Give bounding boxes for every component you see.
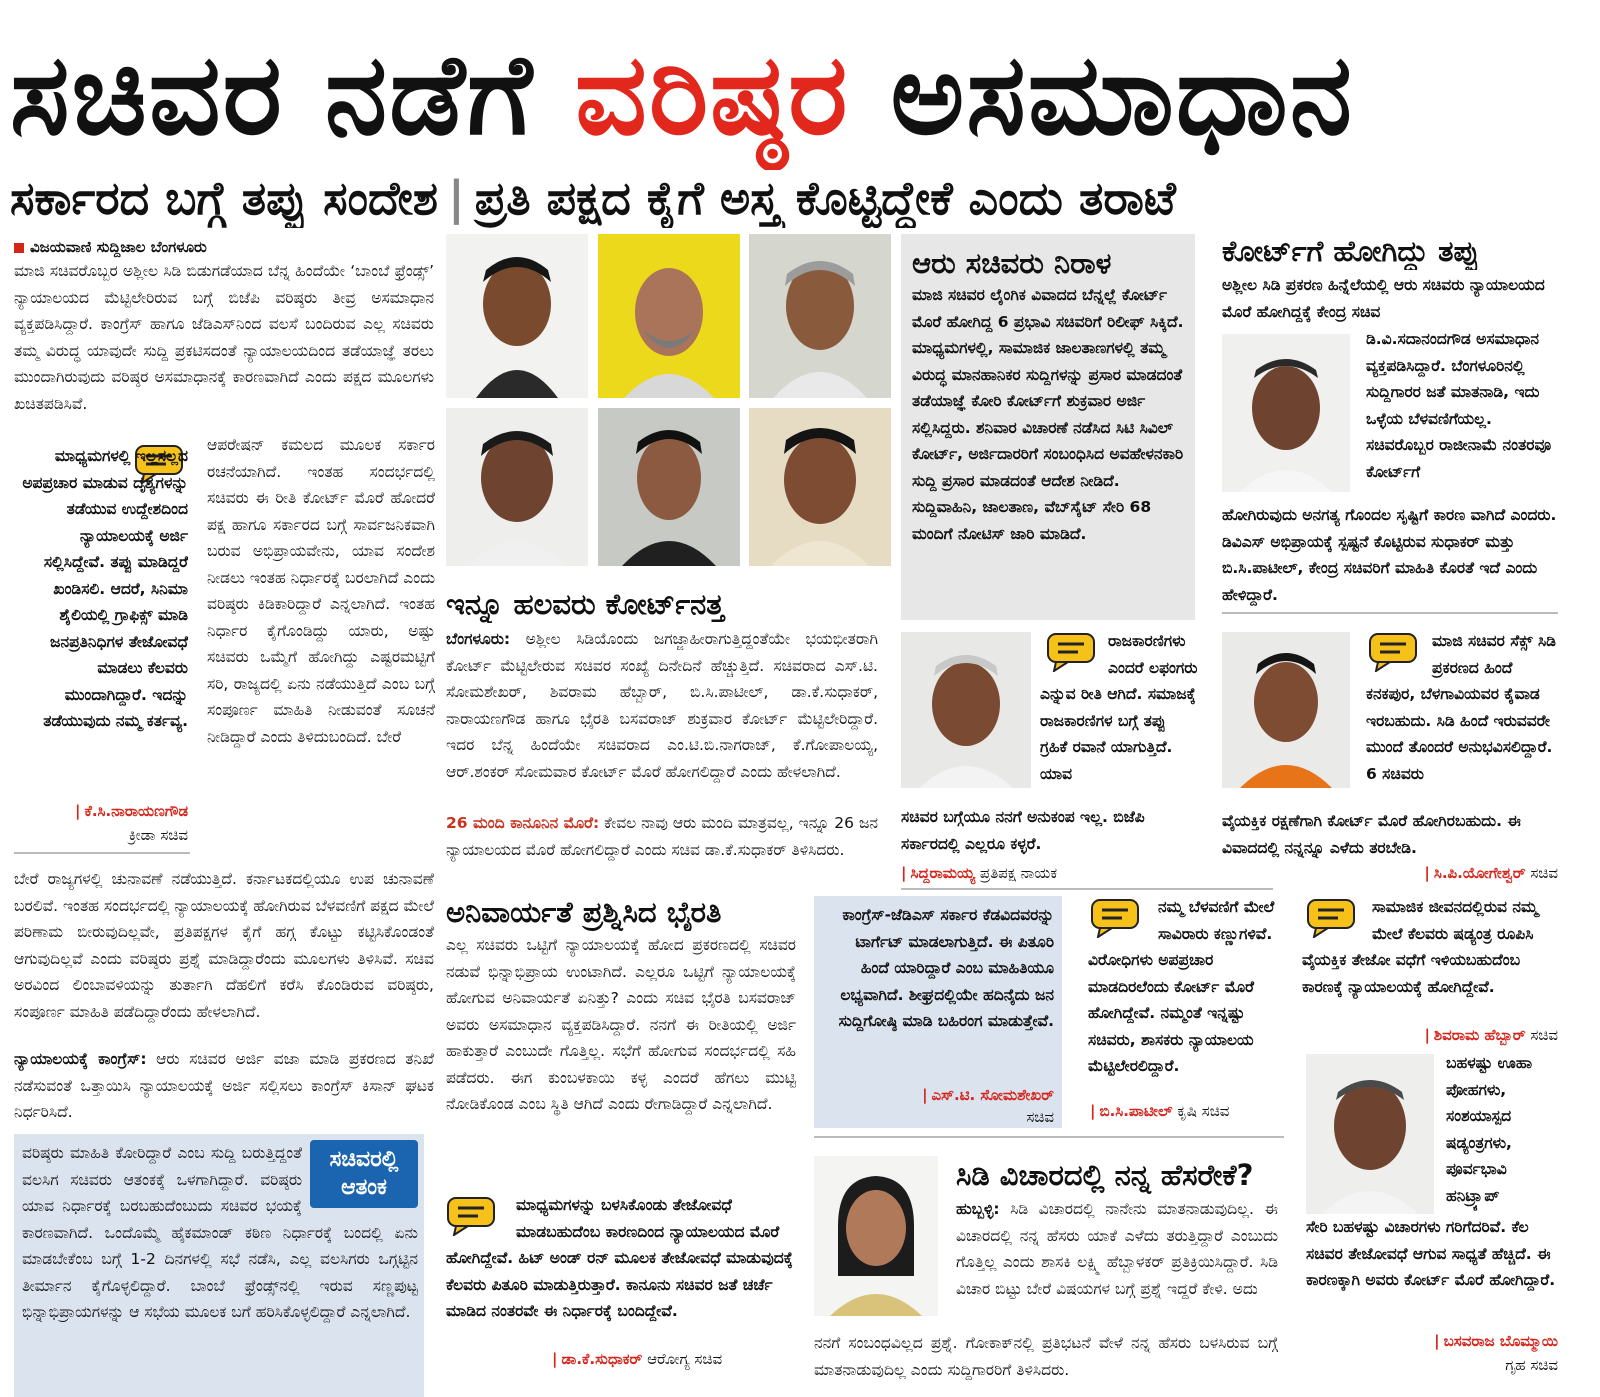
quote-siddaramaiah-2: ಸಚಿವರ ಬಗ್ಗೆಯೂ ನನಗೆ ಅನುಕಂಪ ಇಲ್ಲ. ಬಿಜೆಪಿ ಸರ್ಕಾರದಲ್ಲಿ ಎಲ್ಲರೂ ಕಳ್ಳರೆ. [901,808,1145,853]
aaru-title: ಆರು ಸಚಿವರು ನಿರಾಳ [912,246,1112,280]
signature-role: ಕ್ರೀಡಾ ಸಚಿವ [128,826,188,844]
signature-role: ಆರೋಗ್ಯ ಸಚಿವ [647,1350,723,1368]
main-intro: ಮಾಜಿ ಸಚಿವರೊಬ್ಬರ ಅಶ್ಲೀಲ ಸಿಡಿ ಬಿಡುಗಡೆಯಾದ ಬೆನ್ನ ಹಿಂದೆಯೇ ‘ಬಾಂಬೆ ಫ್ರೆಂಡ್ಸ್’ ನ್ಯಾಯಾಲಯದ ಮೆಟ್ಟಿಲೇರಿರುವ ಬಗ್ಗೆ ಬಿಜೆಪಿ ವರಿಷ್ಠರು ತೀವ್ರ ಅಸಮಾಧಾನ ವ್ಯಕ್ತಪಡಿಸಿದ್ದಾರೆ. ಕಾಂಗ್ರೆಸ್ ಹಾಗೂ ಜೆಡಿಎಸ್‌ನಿಂದ ವಲಸೆ ಬಂದಿರುವ ಎಲ್ಲ ಸಚಿವರು ತಮ್ಮ ವಿರುದ್ಧ ಯಾವುದೇ ಸುದ್ದಿ ಪ್ರಕಟಿಸದಂತೆ ನ್ಯಾಯಾಲಯದಿಂದ ತಡೆಯಾಜ್ಞೆ ತರಲು ಮುಂದಾಗಿರುವುದು ವರಿಷ್ಠರ ಅಸಮಾಧಾನಕ್ಕೆ ಕಾರಣವಾಗಿದೆ ಎಂದು ಪಕ್ಷದ ಮೂಲಗಳು ಖಚಿತಪಡಿಸಿವೆ. [14,262,434,413]
byline-text: ವಿಜಯವಾಣಿ ಸುದ್ದಿಜಾಲ ಬೆಂಗಳೂರು [30,238,207,256]
signature-bommai: | ಬಸವರಾಜ ಬೊಮ್ಮಾಯಿ [1434,1332,1558,1350]
court-title: ಕೋರ್ಟ್‌ಗೆ ಹೋಗಿದ್ದು ತಪ್ಪು [1222,234,1480,268]
signature-name: ಸಿದ್ದರಾಮಯ್ಯ [910,864,976,882]
main-continued: ಬೇರೆ ರಾಜ್ಯಗಳಲ್ಲಿ ಚುನಾವಣೆ ನಡೆಯುತ್ತಿದೆ. ಕರ್ನಾಟಕದಲ್ಲಿಯೂ ಉಪ ಚುನಾವಣೆ ಬರಲಿವೆ. ಇಂತಹ ಸಂದರ್ಭದಲ್ಲಿ ನ್ಯಾಯಾಲಯಕ್ಕೆ ಹೋಗಿರುವ ಬೆಳವಣಿಗೆ ಪಕ್ಷದ ಮೇಲೆ ಪರಿಣಾಮ ಬೀರುವುದಿಲ್ಲವೇ, ಪ್ರತಿಪಕ್ಷಗಳ ಕೈಗೆ ಹಗ್ಗ ಕೊಟ್ಟು ಕಟ್ಟಿಸಿಕೊಂಡಂತೆ ಆಗುವುದಿಲ್ಲವೆ ಎಂದು ವರಿಷ್ಠರು ಪ್ರಶ್ನೆ ಮಾಡಿದ್ದಾರೆಂದು ಮೂಲಗಳು ತಿಳಿಸಿವೆ. ಸಚಿವ ಅರವಿಂದ ಲಿಂಬಾವಳಿಯನ್ನು ತುರ್ತಾಗಿ ದೆಹಲಿಗೆ ಕರೆಸಿ ಕೊಂಡಿರುವ ವರಿಷ್ಠರು, ಸಂಪೂರ್ಣ ಮಾಹಿತಿ ಪಡೆದಿದ್ದಾರೆಂದು ಹೇಳಲಾಗಿದೆ. [14,870,434,1021]
signature-name: ಬಸವರಾಜ ಬೊಮ್ಮಾಯಿ [1443,1332,1558,1350]
divider [814,1136,1284,1138]
subhead-right: ಪ್ರತಿ ಪಕ್ಷದ ಕೈಗೆ ಅಸ್ತ್ರ ಕೊಟ್ಟಿದ್ದೇಕೆ ಎಂದು ತರಾಟೆ [474,171,1176,225]
headline-part3: ಅಸಮಾಧಾನ [849,30,1354,160]
quote-bommai-1: ಬಹಳಷ್ಟು ಊಹಾ ಪೋಹಗಳು, ಸಂಶಯಾಸ್ಪದ ಷಡ್ಯಂತ್ರಗಳು, ಪೂರ್ವಭಾವಿ ಹನಿಟ್ರ್ಯಾಪ್ [1446,1054,1533,1205]
congress-text: ಆರು ಸಚಿವರ ಅರ್ಜಿ ವಜಾ ಮಾಡಿ ಪ್ರಕರಣದ ತನಿಖೆ ನಡೆಸುವಂತೆ ಒತ್ತಾಯಿಸಿ ನ್ಯಾಯಾಲಯಕ್ಕೆ ಅರ್ಜಿ ಸಲ್ಲಿಸಲು ಕಾಂಗ್ರೆಸ್ ಕಿಸಾನ್ ಘಟಕ ನಿರ್ಧರಿಸಿದೆ. [14,1050,434,1121]
atanka-float [302,1140,418,1210]
signature-role: ಸಚಿವ [1026,1108,1054,1126]
photo-minister-2 [598,234,740,398]
hebbalkar-lead: ಹುಬ್ಬಳ್ಳಿ: [956,1200,1000,1218]
divider [14,852,190,854]
innu-body2: ಕೇವಲ ನಾವು ಆರು ಮಂದಿ ಮಾತ್ರವಲ್ಲ, ಇನ್ನೂ 26 ಜನ ನ್ಯಾಯಾಲಯದ ಮೊರೆ ಹೋಗಲಿದ್ದಾರೆ ಎಂದು ಸಚಿವ ಡಾ.ಕೆ.ಸುಧಾಕರ್ ತಿಳಿಸಿದರು. [446,814,878,859]
quote-siddaramaiah [1040,628,1198,802]
court-text1: ಅಶ್ಲೀಲ ಸಿಡಿ ಪ್ರಕರಣ ಹಿನ್ನೆಲೆಯಲ್ಲಿ ಆರು ಸಚಿವರು ನ್ಯಾಯಾಲಯದ ಮೊರೆ ಹೋಗಿದ್ದಕ್ಕೆ ಕೇಂದ್ರ ಸಚಿವ [1222,276,1545,321]
quote-yogeshwar-float [1366,628,1432,674]
main-congress [14,1046,434,1126]
innu-lead: ಬೆಂಗಳೂರು: [446,630,511,648]
signature-somashekar: | ಎಸ್.ಟಿ. ಸೋಮಶೇಖರ್ [922,1086,1054,1104]
signature-role: ಪ್ರತಿಪಕ್ಷ ನಾಯಕ [979,864,1058,882]
quote-hebbar-float [1302,894,1372,940]
innu-body: ಅಶ್ಲೀಲ ಸಿಡಿಯೊಂದು ಜಗಜ್ಜಾಹೀರಾಗುತ್ತಿದ್ದಂತೆಯೇ ಭಯಭೀತರಾಗಿ ಕೋರ್ಟ್ ಮೆಟ್ಟಿಲೇರುವ ಸಚಿವರ ಸಂಖ್ಯೆ ದಿನೇದಿನೆ ಹೆಚ್ಚುತ್ತಿದೆ. ಸಚಿವರಾದ ಎಸ್.ಟಿ. ಸೋಮಶೇಖರ್, ಶಿವರಾಮ ಹೆಬ್ಬಾರ್, ಬಿ.ಸಿ.ಪಾಟೀಲ್, ಡಾ.ಕೆ.ಸುಧಾಕರ್, ನಾರಾಯಣಗೌಡ ಹಾಗೂ ಭೈರತಿ ಬಸವರಾಜ್ ಶುಕ್ರವಾರ ಕೋರ್ಟ್ ಮೆಟ್ಟಿಲೇರಿದ್ದಾರೆ. ಇದರ ಬೆನ್ನ ಹಿಂದೆಯೇ ಸಚಿವರಾದ ಎಂ.ಟಿ.ಬಿ.ನಾಗರಾಜ್, ಕೆ.ಗೋಪಾಲಯ್ಯ, ಆರ್.ಶಂಕರ್ ಸೋಮವಾರ ಕೋರ್ಟ್ ಮೊರೆ ಹೋಗಲಿದ್ದಾರೆ ಎಂದು ಹೇಳಲಾಗಿದೆ. [446,630,878,781]
atanka-text [22,1140,418,1395]
photo-siddaramaiah [901,632,1031,788]
photo-minister-3 [749,234,891,398]
congress-lead: ನ್ಯಾಯಾಲಯಕ್ಕೆ ಕಾಂಗ್ರೆಸ್: [14,1050,147,1068]
signature-name: ಬಿ.ಸಿ.ಪಾಟೀಲ್ [1099,1102,1173,1120]
hebbalkar-body: ಸಿಡಿ ವಿಚಾರದಲ್ಲಿ ನಾನೇನು ಮಾತನಾಡುವುದಿಲ್ಲ. ಈ ವಿಚಾರದಲ್ಲಿ ನನ್ನ ಹೆಸರು ಯಾಕೆ ಎಳೆದು ತರುತ್ತಿದ್ದಾರೆ ಎಂಬುದು ಗೊತ್ತಿಲ್ಲ ಎಂದು ಶಾಸಕಿ ಲಕ್ಷ್ಮಿ ಹೆಬ್ಬಾಳಕರ್ ಪ್ರತಿಕ್ರಿಯಿಸಿದ್ದಾರೆ. ಸಿಡಿ ವಿಚಾರ ಬಿಟ್ಟು ಬೇರೆ ವಿಷಯಗಳ ಬಗ್ಗೆ ಪ್ರಶ್ನೆ ಇದ್ದರೆ ಕೇಳಿ. ಅದು [956,1200,1278,1298]
byline [14,237,434,257]
divider [901,888,1273,890]
signature-siddaramaiah: | ಸಿದ್ದರಾಮಯ್ಯ ಪ್ರತಿಪಕ್ಷ ನಾಯಕ [901,864,1058,882]
photo-minister-1 [446,234,588,398]
quote-narayanagowda: ಮಾಧ್ಯಮಗಳಲ್ಲಿ ಇಲ್ಲಸಲ್ಲದ ಅಪಪ್ರಚಾರ ಮಾಡುವ ದೃಶ್ಯಗಳನ್ನು ತಡೆಯುವ ಉದ್ದೇಶದಿಂದ ನ್ಯಾಯಾಲಯಕ್ಕೆ ಅರ್ಜಿ ಸಲ್ಲಿಸಿದ್ದೇವೆ. ತಪ್ಪು ಮಾಡಿದ್ದರೆ ಖಂಡಿಸಲಿ. ಆದರೆ, ಸಿನಿಮಾ ಶೈಲಿಯಲ್ಲಿ ಗ್ರಾಫಿಕ್ಸ್ ಮಾಡಿ ಜನಪ್ರತಿನಿಧಿಗಳ ತೇಜೋವಧೆ ಮಾಡಲು ಕೆಲವರು ಮುಂದಾಗಿದ್ದಾರೆ. ಇದನ್ನು ತಡೆಯುವುದು ನಮ್ಮ ಕರ್ತವ್ಯ. [22,447,188,730]
hebbalkar-title: ಸಿಡಿ ವಿಚಾರದಲ್ಲಿ ನನ್ನ ಹೆಸರೇಕೆ? [956,1158,1254,1192]
signature-name: ಸಿ.ಪಿ.ಯೋಗೇಶ್ವರ್ [1433,864,1526,882]
quote-yogeshwar-2: ವೈಯಕ್ತಿಕ ರಕ್ಷಣೆಗಾಗಿ ಕೋರ್ಟ್ ಮೊರೆ ಹೋಗಿರಬಹುದು. ಈ ವಿವಾದದಲ್ಲಿ ನನ್ನನ್ನೂ ಎಳೆದು ತರಬೇಡಿ. [1222,812,1521,857]
anivarya-text: ಎಲ್ಲ ಸಚಿವರು ಒಟ್ಟಿಗೆ ನ್ಯಾಯಾಲಯಕ್ಕೆ ಹೋದ ಪ್ರಕರಣದಲ್ಲಿ ಸಚಿವರ ನಡುವೆ ಭಿನ್ನಾಭಿಪ್ರಾಯ ಉಂಟಾಗಿದೆ. ಎಲ್ಲರೂ ಒಟ್ಟಿಗೆ ನ್ಯಾಯಾಲಯಕ್ಕೆ ಹೋಗುವ ಅನಿವಾರ್ಯತೆ ಏನಿತ್ತು? ಎಂದು ಸಚಿವ ಭೈರತಿ ಬಸವರಾಜ್ ಅವರು ಅಸಮಾಧಾನ ವ್ಯಕ್ತಪಡಿಸಿದ್ದಾರೆ. ನನಗೆ ಈ ರೀತಿಯಲ್ಲಿ ಅರ್ಜಿ ಹಾಕುತ್ತಾರೆ ಎಂಬುದೇ ಗೊತ್ತಿಲ್ಲ. ಸಭೆಗೆ ಹೋಗುವ ಸಂದರ್ಭದಲ್ಲಿ ಸಹಿ ಪಡೆದರು. ಈಗ ಕುಂಬಳಕಾಯಿ ಕಳ್ಳ ಎಂದರೆ ಹೆಗಲು ಮುಟ್ಟಿ ನೋಡಿಕೊಂಡ ಎಂಬ ಸ್ಥಿತಿ ಆಗಿದೆ ಎಂದು ರೇಗಾಡಿದ್ದಾರೆ ಎನ್ನಲಾಗಿದೆ. [446,936,796,1113]
innu-lead2: 26 ಮಂದಿ ಕಾನೂನಿನ ಮೊರೆ: [446,814,600,832]
quote-bcpatil-body: ನಮ್ಮ ಬೆಳವಣಿಗೆ ಮೇಲೆ ಸಾವಿರಾರು ಕಣ್ಣುಗಳಿವೆ. ವಿರೋಧಿಗಳು ಅಪಪ್ರಚಾರ ಮಾಡದಿರಲೆಂದು ಕೋರ್ಟ್ ಮೊರೆ ಹೋಗಿದ್ದೇವೆ. ನಮ್ಮಂತೆ ಇನ್ನಷ್ಟು ಸಚಿವರು, ಶಾಸಕರು ನ್ಯಾಯಾಲಯ ಮೆಟ್ಟಿಲೇರಲಿದ್ದಾರೆ. [1088,898,1275,1075]
quote-siddu-float [1040,628,1108,674]
divider [1222,612,1558,614]
quote-somashekar: ಕಾಂಗ್ರೆಸ್-ಜೆಡಿಎಸ್ ಸರ್ಕಾರ ಕೆಡವಿದವರನ್ನು ಟಾರ್ಗೆಟ್ ಮಾಡಲಾಗುತ್ತಿದೆ. ಈ ಪಿತೂರಿ ಹಿಂದೆ ಯಾರಿದ್ದಾರೆ ಎಂಬ ಮಾಹಿತಿಯೂ ಲಭ್ಯವಾಗಿದೆ. ಶೀಘ್ರದಲ್ಲಿಯೇ ಹದಿನೈದು ಜನ ಸುದ್ದಿಗೋಷ್ಠಿ ಮಾಡಿ ಬಹಿರಂಗ ಮಾಡುತ್ತೇವೆ. [838,906,1054,1030]
headline-part1: ಸಚಿವರ ನಡೆಗೆ [10,30,576,160]
signature-role: ಸಚಿವ [1530,1026,1558,1044]
signature-narayanagowda: | ಕೆ.ಸಿ.ನಾರಾಯಣಗೌಡ [74,802,188,820]
anivarya-title: ಅನಿವಾರ್ಯತೆ ಪ್ರಶ್ನಿಸಿದ ಭೈರತಿ [446,895,722,929]
byline-marker [14,243,24,253]
court-text3: ಹೋಗಿರುವುದು ಅನಗತ್ಯ ಗೊಂದಲ ಸೃಷ್ಟಿಗೆ ಕಾರಣ ವಾಗಿದೆ ಎಂದರು. ಡಿವಿಎಸ್ ಅಭಿಪ್ರಾಯಕ್ಕೆ ಸ್ಪಷ್ಟನೆ ಕೊಟ್ಟಿರುವ ಸುಧಾಕರ್ ಮತ್ತು ಬಿ.ಸಿ.ಪಾಟೀಲ್, ಕೇಂದ್ರ ಸಚಿವರಿಗೆ ಮಾಹಿತಿ ಕೊರತೆ ಇದೆ ಎಂದು ಹೇಳಿದ್ದಾರೆ. [1222,506,1557,604]
signature-name: ಎಸ್.ಟಿ. ಸೋಮಶೇಖರ್ [931,1086,1054,1104]
photo-minister-4 [446,408,588,566]
aaru-text: ಮಾಜಿ ಸಚಿವರ ಲೈಂಗಿಕ ವಿವಾದದ ಬೆನ್ನಲ್ಲೆ ಕೋರ್ಟ್ ಮೊರೆ ಹೋಗಿದ್ದ 6 ಪ್ರಭಾವಿ ಸಚಿವರಿಗೆ ರಿಲೀಫ್ ಸಿಕ್ಕಿದೆ. ಮಾಧ್ಯಮಗಳಲ್ಲಿ, ಸಾಮಾಜಿಕ ಜಾಲತಾಣಗಳಲ್ಲಿ ತಮ್ಮ ವಿರುದ್ಧ ಮಾನಹಾನಿಕರ ಸುದ್ದಿಗಳನ್ನು ಪ್ರಸಾರ ಮಾಡದಂತೆ ತಡೆಯಾಜ್ಞೆ ಕೋರಿ ಕೋರ್ಟ್‌ಗೆ ಶುಕ್ರವಾರ ಅರ್ಜಿ ಸಲ್ಲಿಸಿದ್ದರು. ಶನಿವಾರ ವಿಚಾರಣೆ ನಡೆಸಿದ ಸಿಟಿ ಸಿವಿಲ್ ಕೋರ್ಟ್, ಅರ್ಜಿದಾರರಿಗೆ ಸಂಬಂಧಿಸಿದ ಅವಹೇಳನಕಾರಿ ಸುದ್ದಿ ಪ್ರಸಾರ ಮಾಡದಂತೆ ಆದೇಶ ನೀಡಿದೆ. ಸುದ್ದಿವಾಹಿನಿ, ಜಾಲತಾಣ, ವೆಬ್‌ಸೈಟ್ ಸೇರಿ 68 ಮಂದಿಗೆ ನೋಟಿಸ್ ಜಾರಿ ಮಾಡಿದೆ. [912,286,1184,543]
innu-text [446,626,878,816]
headline [10,20,1590,170]
innu-title: ಇನ್ನೂ ಹಲವರು ಕೋರ್ಟ್‌ನತ್ತ [446,587,725,621]
court-text2: ಡಿ.ವಿ.ಸದಾನಂದಗೌಡ ಅಸಮಾಧಾನ ವ್ಯಕ್ತಪಡಿಸಿದ್ದಾರೆ. ಬೆಂಗಳೂರಿನಲ್ಲಿ ಸುದ್ದಿಗಾರರ ಜತೆ ಮಾತನಾಡಿ, ಇದು ಒಳ್ಳೆಯ ಬೆಳವಣಿಗೆಯಲ್ಲ. ಸಚಿವರೊಬ್ಬರ ರಾಜೀನಾಮೆ ನಂತರವೂ ಕೋರ್ಟ್‌ಗೆ [1366,330,1552,481]
quote-sudhakar-body: ಮಾಧ್ಯಮಗಳನ್ನು ಬಳಸಿಕೊಂಡು ತೇಜೋವಧೆ ಮಾಡಬಹುದೆಂಬ ಕಾರಣದಿಂದ ನ್ಯಾಯಾಲಯದ ಮೊರೆ ಹೋಗಿದ್ದೇವೆ. ಹಿಟ್ ಅಂಡ್ ರನ್ ಮೂಲಕ ತೇಜೋವಧೆ ಮಾಡುವುದಕ್ಕೆ ಕೆಲವರು ಪಿತೂರಿ ಮಾಡುತ್ತಿರುತ್ತಾರೆ. ಕಾನೂನು ಸಚಿವರ ಜತೆ ಚರ್ಚೆ ಮಾಡಿದ ನಂತರವೇ ಈ ನಿರ್ಧಾರಕ್ಕೆ ಬಂದಿದ್ದೇವೆ. [446,1196,793,1320]
quote-yogeshwar [1366,628,1558,808]
headline-highlight: ವರಿಷ್ಠರ [575,30,850,160]
quote-yogeshwar-body1: ಮಾಜಿ ಸಚಿವರ ಸೆಕ್ಸ್ ಸಿಡಿ ಪ್ರಕರಣದ ಹಿಂದೆ ಕನಕಪುರ, ಬೆಳಗಾವಿಯವರ ಕೈವಾಡ ಇರಬಹುದು. ಸಿಡಿ ಹಿಂದೆ ಇರುವವರೇ ಮುಂದೆ ತೊಂದರೆ ಅನುಭವಿಸಲಿದ್ದಾರೆ. 6 ಸಚಿವರು [1366,632,1556,783]
quote-hebbar-body: ಸಾಮಾಜಿಕ ಜೀವನದಲ್ಲಿರುವ ನಮ್ಮ ಮೇಲೆ ಕೆಲವರು ಷಡ್ಯಂತ್ರ ರೂಪಿಸಿ ವೈಯಕ್ತಿಕ ತೇಜೋ ವಧೆಗೆ ಇಳಿಯಬಹುದೆಂಬ ಕಾರಣಕ್ಕೆ ನ್ಯಾಯಾಲಯಕ್ಕೆ ಹೋಗಿದ್ದೇವೆ. [1302,898,1538,996]
subhead-left: ಸರ್ಕಾರದ ಬಗ್ಗೆ ತಪ್ಪು ಸಂದೇಶ [10,171,438,225]
quote-sudhakar-float [446,1192,516,1242]
signature-hebbar: | ಶಿವರಾಮ ಹೆಬ್ಬಾರ್ ಸಚಿವ [1424,1026,1558,1044]
signature-role: ಗೃಹ ಸಚಿವ [1505,1356,1558,1374]
innu-text2 [446,810,878,890]
photo-hebbalkar [814,1156,938,1316]
subheadline [10,168,1590,228]
atanka-body: ವರಿಷ್ಠರು ಮಾಹಿತಿ ಕೋರಿದ್ದಾರೆ ಎಂಬ ಸುದ್ದಿ ಬರುತ್ತಿದ್ದಂತೆ ವಲಸಿಗ ಸಚಿವರು ಆತಂಕಕ್ಕೆ ಒಳಗಾಗಿದ್ದಾರೆ. ವರಿಷ್ಠರು ಯಾವ ನಿರ್ಧಾರಕ್ಕೆ ಬರಬಹುದೆಂಬುದು ಸಚಿವರ ಭಯಕ್ಕೆ ಕಾರಣವಾಗಿದೆ. ಒಂದೊಮ್ಮೆ ಹೈಕಮಾಂಡ್ ಕಠಿಣ ನಿರ್ಧಾರಕ್ಕೆ ಬಂದಲ್ಲಿ ಏನು ಮಾಡಬೇಕೆಂಬ ಬಗ್ಗೆ 1-2 ದಿನಗಳಲ್ಲಿ ಸಭೆ ನಡೆಸಿ, ಎಲ್ಲ ವಲಸಿಗರು ಒಗ್ಗಟ್ಟಿನ ತೀರ್ಮಾನ ಕೈಗೊಳ್ಳಲಿದ್ದಾರೆ. ಬಾಂಬೆ ಫ್ರೆಂಡ್ಸ್‌ನಲ್ಲಿ ಇರುವ ಸಣ್ಣಪುಟ್ಟ ಭಿನ್ನಾಭಿಪ್ರಾಯಗಳನ್ನು ಆ ಸಭೆಯ ಮೂಲಕ ಬಗೆ ಹರಿಸಿಕೊಳ್ಳಲಿದ್ದಾರೆ ಎನ್ನಲಾಗಿದೆ. [22,1144,418,1321]
signature-bcpatil: | ಬಿ.ಸಿ.ಪಾಟೀಲ್ ಕೃಷಿ ಸಚಿವ [1090,1102,1230,1120]
photo-bommai [1306,1054,1434,1214]
signature-yogeshwar: | ಸಿ.ಪಿ.ಯೋಗೇಶ್ವರ್ ಸಚಿವ [1424,864,1558,882]
signature-name: ಕೆ.ಸಿ.ನಾರಾಯಣಗೌಡ [84,802,188,820]
signature-sudhakar: | ಡಾ.ಕೆ.ಸುಧಾಕರ್ ಆರೋಗ್ಯ ಸಚಿವ [552,1350,723,1368]
signature-name: ಡಾ.ಕೆ.ಸುಧಾಕರ್ [561,1350,643,1368]
signature-role: ಸಚಿವ [1530,864,1558,882]
quote-sudhakar [446,1192,796,1352]
quote-bcpatil [1088,894,1278,1104]
main-column2: ಆಪರೇಷನ್ ಕಮಲದ ಮೂಲಕ ಸರ್ಕಾರ ರಚನೆಯಾಗಿದೆ. ಇಂತಹ ಸಂದರ್ಭದಲ್ಲಿ ಸಚಿವರು ಈ ರೀತಿ ಕೋರ್ಟ್ ಮೊರೆ ಹೋದರೆ ಪಕ್ಷ ಹಾಗೂ ಸರ್ಕಾರದ ಬಗ್ಗೆ ಸಾರ್ವಜನಿಕವಾಗಿ ಬರುವ ಅಭಿಪ್ರಾಯವೇನು, ಯಾವ ಸಂದೇಶ ನೀಡಲು ಇಂತಹ ನಿರ್ಧಾರಕ್ಕೆ ಬರಲಾಗಿದೆ ಎಂದು ವರಿಷ್ಠರು ಕಿಡಿಕಾರಿದ್ದಾರೆ ಎನ್ನಲಾಗಿದೆ. ಇಂತಹ ನಿರ್ಧಾರ ಕೈಗೊಂಡಿದ್ದು ಯಾರು, ಅಷ್ಟು ಸಚಿವರು ಒಮ್ಮೆಗೆ ಹೋಗಿದ್ದು ಎಷ್ಟರಮಟ್ಟಿಗೆ ಸರಿ, ರಾಜ್ಯದಲ್ಲಿ ಏನು ನಡೆಯುತ್ತಿದೆ ಎಂಬ ಬಗ್ಗೆ ಸಂಪೂರ್ಣ ಮಾಹಿತಿ ನೀಡುವಂತೆ ಸೂಚನೆ ನೀಡಿದ್ದಾರೆ ಎಂದು ತಿಳಿದುಬಂದಿದೆ. ಬೇರೆ [207,436,435,746]
hebbalkar-text2: ನನಗೆ ಸಂಬಂಧವಿಲ್ಲದ ಪ್ರಶ್ನೆ. ಗೋಕಾಕ್‌ನಲ್ಲಿ ಪ್ರತಿಭಟನೆ ವೇಳೆ ನನ್ನ ಹೆಸರು ಬಳಸಿರುವ ಬಗ್ಗೆ ಮಾತನಾಡುವುದಿಲ್ಲ ಎಂದು ಸುದ್ದಿಗಾರರಿಗೆ ತಿಳಿಸಿದರು. [814,1334,1278,1379]
photo-minister-6 [749,408,891,566]
photo-sadanandagowda [1222,334,1350,492]
quote-bcpatil-float [1088,894,1158,942]
signature-name: ಶಿವರಾಮ ಹೆಬ್ಬಾರ್ [1433,1026,1526,1044]
signature-role: ಕೃಷಿ ಸಚಿವ [1177,1102,1230,1120]
subhead-separator: | [447,171,465,225]
atanka-tag: ಸಚಿವರಲ್ಲಿ ಆತಂಕ [310,1140,418,1208]
quote-bommai-2: ಸೇರಿ ಬಹಳಷ್ಟು ವಿಚಾರಗಳು ಗರಿಗೆದರಿವೆ. ಕೆಲ ಸಚಿವರ ತೇಜೋವಧೆ ಆಗುವ ಸಾಧ್ಯತೆ ಹೆಚ್ಚಿದೆ. ಈ ಕಾರಣಕ್ಕಾಗಿ ಅವರು ಕೋರ್ಟ್ ಮೊರೆ ಹೋಗಿದ್ದಾರೆ. [1306,1218,1556,1289]
quote-hebbar [1302,894,1558,1024]
hebbalkar-text [956,1196,1278,1330]
quote-siddu-body1: ರಾಜಕಾರಣಿಗಳು ಎಂದರೆ ಲಫಂಗರು ಎನ್ನುವ ರೀತಿ ಆಗಿದೆ. ಸಮಾಜಕ್ಕೆ ರಾಜಕಾರಣಿಗಳ ಬಗ್ಗೆ ತಪ್ಪು ಗ್ರಹಿಕೆ ರವಾನೆ ಯಾಗುತ್ತಿದೆ. ಯಾವ [1040,632,1198,783]
photo-yogeshwar [1222,632,1350,788]
photo-minister-5 [598,408,740,566]
